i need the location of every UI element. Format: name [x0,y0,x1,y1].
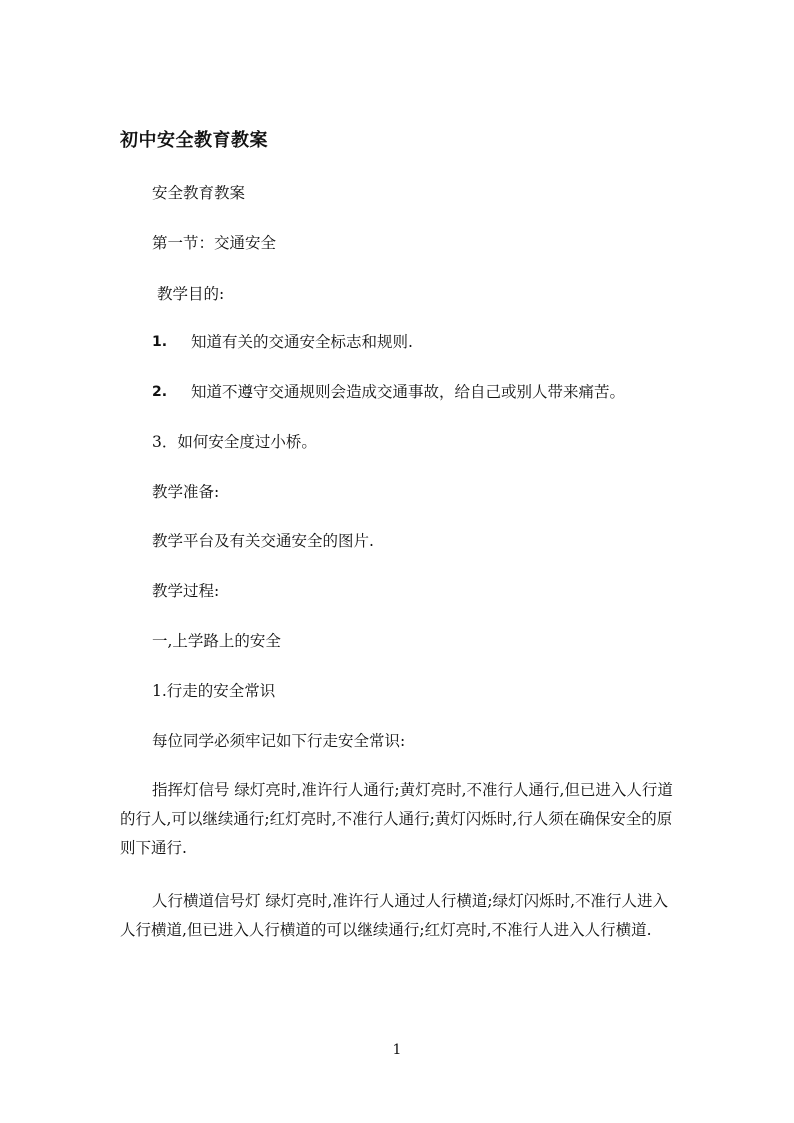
objective-text: 知道有关的交通安全标志和规则. [191,333,413,351]
prep-text: 教学平台及有关交通安全的图片. [152,532,374,550]
page-number: 1 [392,1042,402,1058]
objective-item-3: 3．如何安全度过小桥。 [152,433,317,451]
section-heading: 第一节：交通安全 [152,234,277,252]
objectives-heading: 教学目的: [157,285,225,303]
signal-paragraph: 指挥灯信号 绿灯亮时,准许行人通行;黄灯亮时,不准行人通行,但已进入人行道的行人,可以继续通行;红灯亮时,不准行人通行;黄灯闪烁时,行人须在确保安全的原则下通行. [120,781,673,857]
subtitle: 安全教育教案 [152,184,246,202]
objective-text: 知道不遵守交通规则会造成交通事故，给自己或别人带来痛苦。 [191,383,626,401]
sub-one-heading: 1.行走的安全常识 [152,682,276,700]
objective-number: 2. [152,384,168,400]
part-one-heading: 一,上学路上的安全 [152,632,281,650]
crosswalk-paragraph: 人行横道信号灯 绿灯亮时,准许行人通过人行横道;绿灯闪烁时,不准行人进入人行横道,但已进入人行横道的可以继续通行;红灯亮时,不准行人进入人行横道. [120,892,669,939]
sub-one-intro: 每位同学必须牢记如下行走安全常识: [152,732,406,750]
prep-heading: 教学准备: [152,483,220,501]
objective-number: 1. [152,334,168,350]
document-title: 初中安全教育教案 [120,130,268,151]
process-heading: 教学过程: [152,582,220,600]
